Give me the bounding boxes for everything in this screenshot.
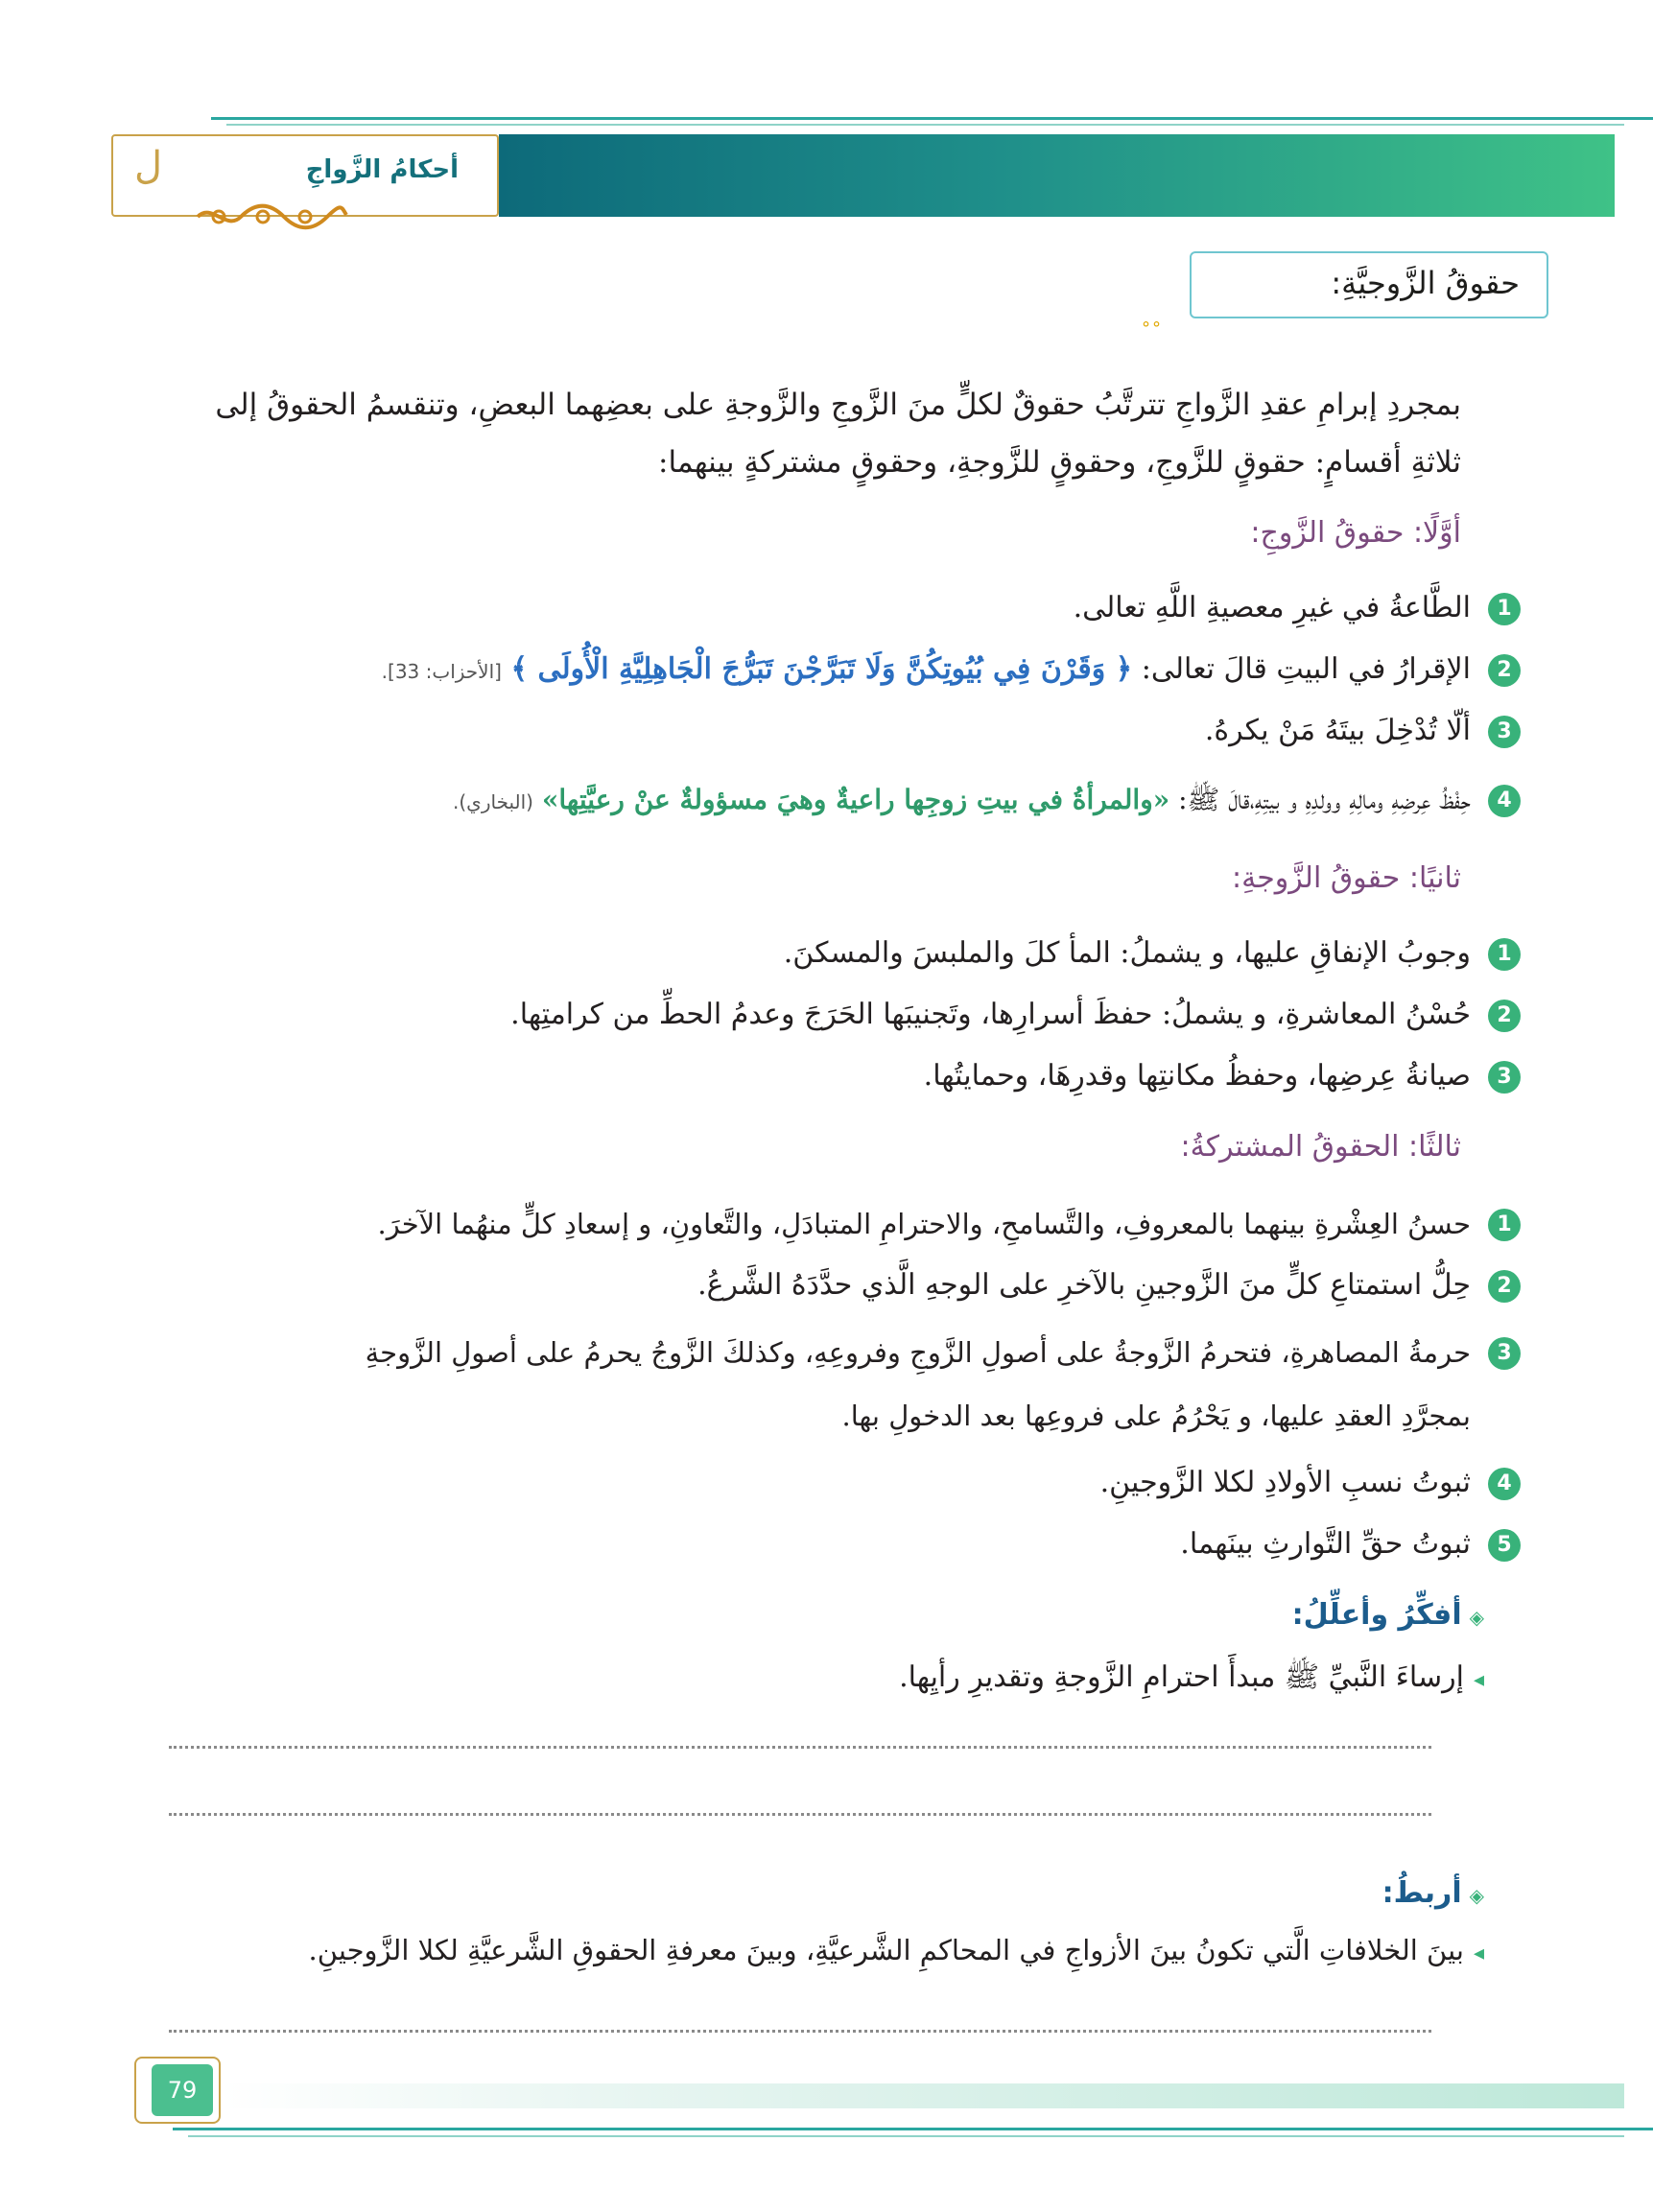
think-activity-title (1292, 1598, 1484, 1632)
bullet-icon: ◂ (1473, 1941, 1484, 1965)
answer-line[interactable] (169, 2030, 1431, 2033)
diamond-icon: ◈ (1469, 1606, 1484, 1629)
answer-line[interactable] (169, 1813, 1431, 1816)
footer-band (221, 2083, 1624, 2108)
footer-rule-thin (188, 2135, 1624, 2137)
list-item (510, 988, 1512, 1042)
item-number: 2 (1488, 654, 1521, 687)
diamond-icon: ◈ (1469, 1884, 1484, 1907)
list-item (1073, 581, 1512, 635)
curl-ornament-icon: ل (134, 144, 163, 188)
item-text: الإقرارُ في البيتِ قالَ تعالى: (1132, 652, 1471, 686)
husband-rights-heading: أوَّلًا: حقوقُ الزَّوجِ: (1250, 516, 1461, 550)
item-number: 4 (1488, 1468, 1521, 1500)
item-number: 3 (1488, 1061, 1521, 1094)
item-number: 3 (1488, 1337, 1521, 1370)
section-title: حقوقُ الزَّوجيَّةِ: (1331, 265, 1520, 301)
flourish-ornament-icon (188, 198, 351, 236)
header-banner (499, 134, 1615, 217)
bullet-icon: ◂ (1473, 1668, 1484, 1692)
page-number: 79 (152, 2064, 213, 2116)
hadith-reference: (البخاري). (453, 790, 533, 813)
item-text: ألّا تُدْخِلَ بيتَهُ مَنْ يكرهُ. (1204, 714, 1471, 747)
link-bullet-text: بينَ الخلافاتِ الَّتي تكونُ بينَ الأزواجِ في المحاكمِ الشَّرعيَّةِ، وبينَ معرفةِ الحقوقِ الشَّرعيَّةِ لكلا الزَّوجينِ. (308, 1934, 1464, 1966)
item-number: 5 (1488, 1529, 1521, 1562)
list-item (365, 1326, 1512, 1379)
header-rule (211, 117, 1653, 120)
list-item (697, 1259, 1512, 1312)
think-bullet-text: إرساءَ النَّبيِّ ﷺ مبدأَ احترامِ الزَّوجةِ وتقديرِ رأيِها. (899, 1660, 1464, 1694)
item-text: صيانةُ عِرضِها، وحفظُ مكانتِها وقدرِهَا، وحمايتُها. (923, 1059, 1471, 1093)
list-item (923, 1049, 1512, 1103)
item-number: 2 (1488, 1000, 1521, 1032)
hadith-text: «والمرأةُ في بيتِ زوجِها راعيةٌ وهيَ مسؤولةٌ عنْ رعيَّتِها» (541, 784, 1170, 815)
item-text: حسنُ العِشْرةِ بينهما بالمعروفِ، والتَّسامحِ، والاحترامِ المتبادَلِ، والتَّعاونِ، و إسعادِ كلٍّ منهُما الآخرَ. (377, 1208, 1471, 1240)
shared-rights-heading: ثالثًا: الحقوقُ المشتركةُ: (1180, 1130, 1461, 1164)
intro-line-1: بمجردِ إبرامِ عقدِ الزَّواجِ تترتَّبُ حقوقٌ لكلٍّ منَ الزَّوجِ والزَّوجةِ على بعضِهما البعضِ، وتنقسمُ الحقوقُ إلى (215, 388, 1461, 422)
list-item (381, 643, 1512, 698)
item-text: حرمةُ المصاهرةِ، فتحرمُ الزَّوجةُ على أصولِ الزَّوجِ وفروعِهِ، وكذلكَ الزَّوجُ يحرمُ على أصولِ الزَّوجةِ (365, 1336, 1471, 1369)
verse-reference: [الأحزاب: 33]. (381, 660, 502, 683)
item-number: 2 (1488, 1270, 1521, 1303)
think-title-text: أفكِّرُ وأعلِّلُ: (1291, 1598, 1462, 1632)
item-number: 1 (1488, 938, 1521, 971)
list-item (1204, 704, 1512, 758)
list-item-continuation: بمجرَّدِ العقدِ عليها، و يَحْرُمُ على فروعِها بعد الدخولِ بها. (841, 1400, 1471, 1432)
header-rule-thin (226, 124, 1624, 126)
intro-line-2: ثلاثةِ أقسامٍ: حقوقٍ للزَّوجِ، وحقوقٍ للزَّوجةِ، وحقوقٍ مشتركةٍ بينهما: (658, 445, 1461, 480)
item-text: الطَّاعةُ في غيرِ معصيةِ اللَّهِ تعالى. (1073, 591, 1471, 624)
list-item (1099, 1456, 1512, 1510)
item-text: حِفْظُ عِرضِهِ ومالِهِ وولدِهِ و بيتِهِ،قالَ ﷺ: (1169, 784, 1471, 815)
item-text: حُسْنُ المعاشرةِ، و يشملُ: حفظَ أسرارِها، وتَجنيبَها الحَرَجَ وعدمُ الحطِّ من كرامتِها. (510, 998, 1471, 1031)
list-item (1180, 1518, 1512, 1571)
item-number: 1 (1488, 593, 1521, 625)
link-title-text: أربطُ: (1381, 1876, 1462, 1910)
item-text: وجوبُ الإنفاقِ عليها، و يشملُ: المأ كلَ والملبسَ والمسكنَ. (783, 936, 1471, 970)
link-activity-title (1382, 1876, 1484, 1910)
chapter-title: أحكامُ الزَّواجِ (305, 155, 459, 184)
link-bullet (309, 1934, 1484, 1966)
think-bullet (899, 1659, 1484, 1701)
list-item (783, 927, 1512, 980)
list-item (453, 773, 1512, 829)
item-text: حِلُّ استمتاعِ كلٍّ منَ الزَّوجينِ بالآخرِ على الوجهِ الَّذي حدَّدَهُ الشَّرعُ. (697, 1268, 1471, 1302)
item-number: 3 (1488, 716, 1521, 748)
item-number: 4 (1488, 785, 1521, 817)
wife-rights-heading: ثانيًا: حقوقُ الزَّوجةِ: (1232, 861, 1461, 895)
quran-verse: ﴿ وَقَرْنَ فِي بُيُوتِكُنَّ وَلَا تَبَرَّجْنَ تَبَرُّجَ الْجَاهِلِيَّةِ الْأُولَى ﴾ (510, 652, 1133, 686)
section-dots-icon: °° (1142, 318, 1163, 339)
item-text: ثبوتُ حقِّ التَّوارثِ بينَهما. (1180, 1527, 1471, 1561)
item-number: 1 (1488, 1209, 1521, 1241)
footer-rule (173, 2128, 1653, 2130)
item-text: ثبوتُ نسبِ الأولادِ لكلا الزَّوجينِ. (1099, 1466, 1471, 1499)
answer-line[interactable] (169, 1746, 1431, 1749)
section-title-box (1190, 251, 1548, 318)
list-item (377, 1197, 1512, 1251)
